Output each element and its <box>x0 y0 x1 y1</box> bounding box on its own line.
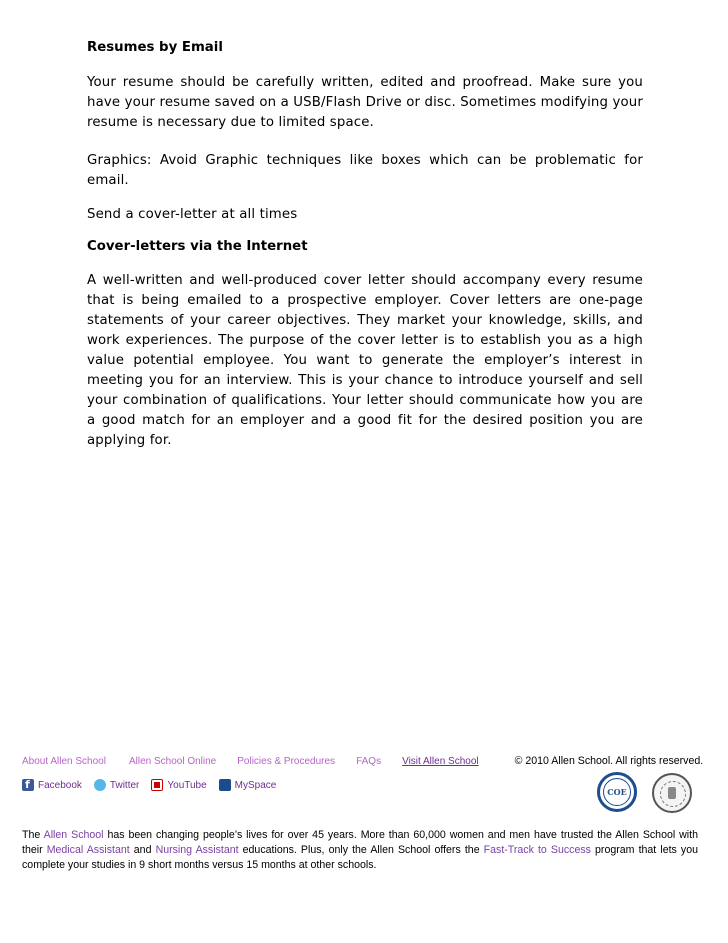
facebook-icon <box>22 779 34 791</box>
social-link-twitter[interactable] <box>94 779 139 791</box>
footer-link-about[interactable]: About Allen School <box>22 755 106 767</box>
paragraph-email-resume: Your resume should be carefully written, edited and proofread. Make sure you have your resume saved on a USB/Flash Drive or disc. Sometimes modifying your resume is necessary due to limited space. <box>87 75 643 130</box>
footer-link-faqs[interactable]: FAQs <box>356 755 382 767</box>
social-link-facebook[interactable] <box>22 779 82 791</box>
social-link-youtube[interactable] <box>151 779 206 791</box>
footer-link-online[interactable]: Allen School Online <box>128 755 217 767</box>
heading-resumes-by-email: Resumes by Email <box>87 40 223 55</box>
social-label-myspace: MySpace <box>234 779 277 791</box>
twitter-icon <box>94 779 106 791</box>
blurb-text: The <box>22 829 44 841</box>
blurb-link-medical-assistant[interactable]: Medical Assistant <box>46 844 130 856</box>
paragraph-graphics: Graphics: Avoid Graphic techniques like boxes which can be problematic for email. <box>87 153 643 188</box>
social-link-myspace[interactable] <box>219 779 277 791</box>
blurb-text: has been changing people’s lives for over 45 years. More than 60,000 women and men have trusted the Allen School with their <box>22 829 698 856</box>
youtube-icon <box>151 779 163 791</box>
footer-links <box>22 755 702 767</box>
footer-link-policies[interactable]: Policies & Procedures <box>237 755 336 767</box>
social-label-facebook: Facebook <box>38 779 82 791</box>
blurb-link-nursing-assistant[interactable]: Nursing Assistant <box>155 844 239 856</box>
copyright-text: © 2010 Allen School. All rights reserved. <box>514 755 704 767</box>
footer-link-visit[interactable]: Visit Allen School <box>402 755 479 767</box>
social-label-youtube: YouTube <box>167 779 207 791</box>
blurb-link-fast-track[interactable]: Fast-Track to Success <box>483 844 591 856</box>
blurb-link-allen-school[interactable]: Allen School <box>43 829 104 841</box>
paragraph-send-cover-letter: Send a cover-letter at all times <box>87 207 298 222</box>
social-links <box>22 779 288 791</box>
heading-cover-letters-internet: Cover-letters via the Internet <box>87 239 308 254</box>
social-label-twitter: Twitter <box>109 779 140 791</box>
state-seal <box>652 773 692 813</box>
coe-accreditation-seal <box>597 772 637 812</box>
paragraph-cover-letter: A well-written and well-produced cover letter should accompany every resume that is being emailed to a prospective employer. Cover letters are one-page statements of your career objectives. They market your knowledge, skills, and work experiences. The purpose of the cover letter is to establish you as a high value potential employee. You want to generate the employer’s interest in meeting you for an interview. This is your chance to introduce yourself and sell your combination of qualifications. Your letter should communicate how you are a good match for an employer and a good fit for the desired position you are applying for. <box>87 273 643 448</box>
blurb-text: and <box>129 844 156 856</box>
coe-seal-text: COE <box>603 778 631 806</box>
school-blurb <box>22 828 698 873</box>
blurb-text: program that lets you complete your studies in 9 short months versus 15 months at other schools. <box>22 844 699 871</box>
myspace-icon <box>219 779 231 791</box>
blurb-text: educations. Plus, only the Allen School offers the <box>238 844 484 856</box>
